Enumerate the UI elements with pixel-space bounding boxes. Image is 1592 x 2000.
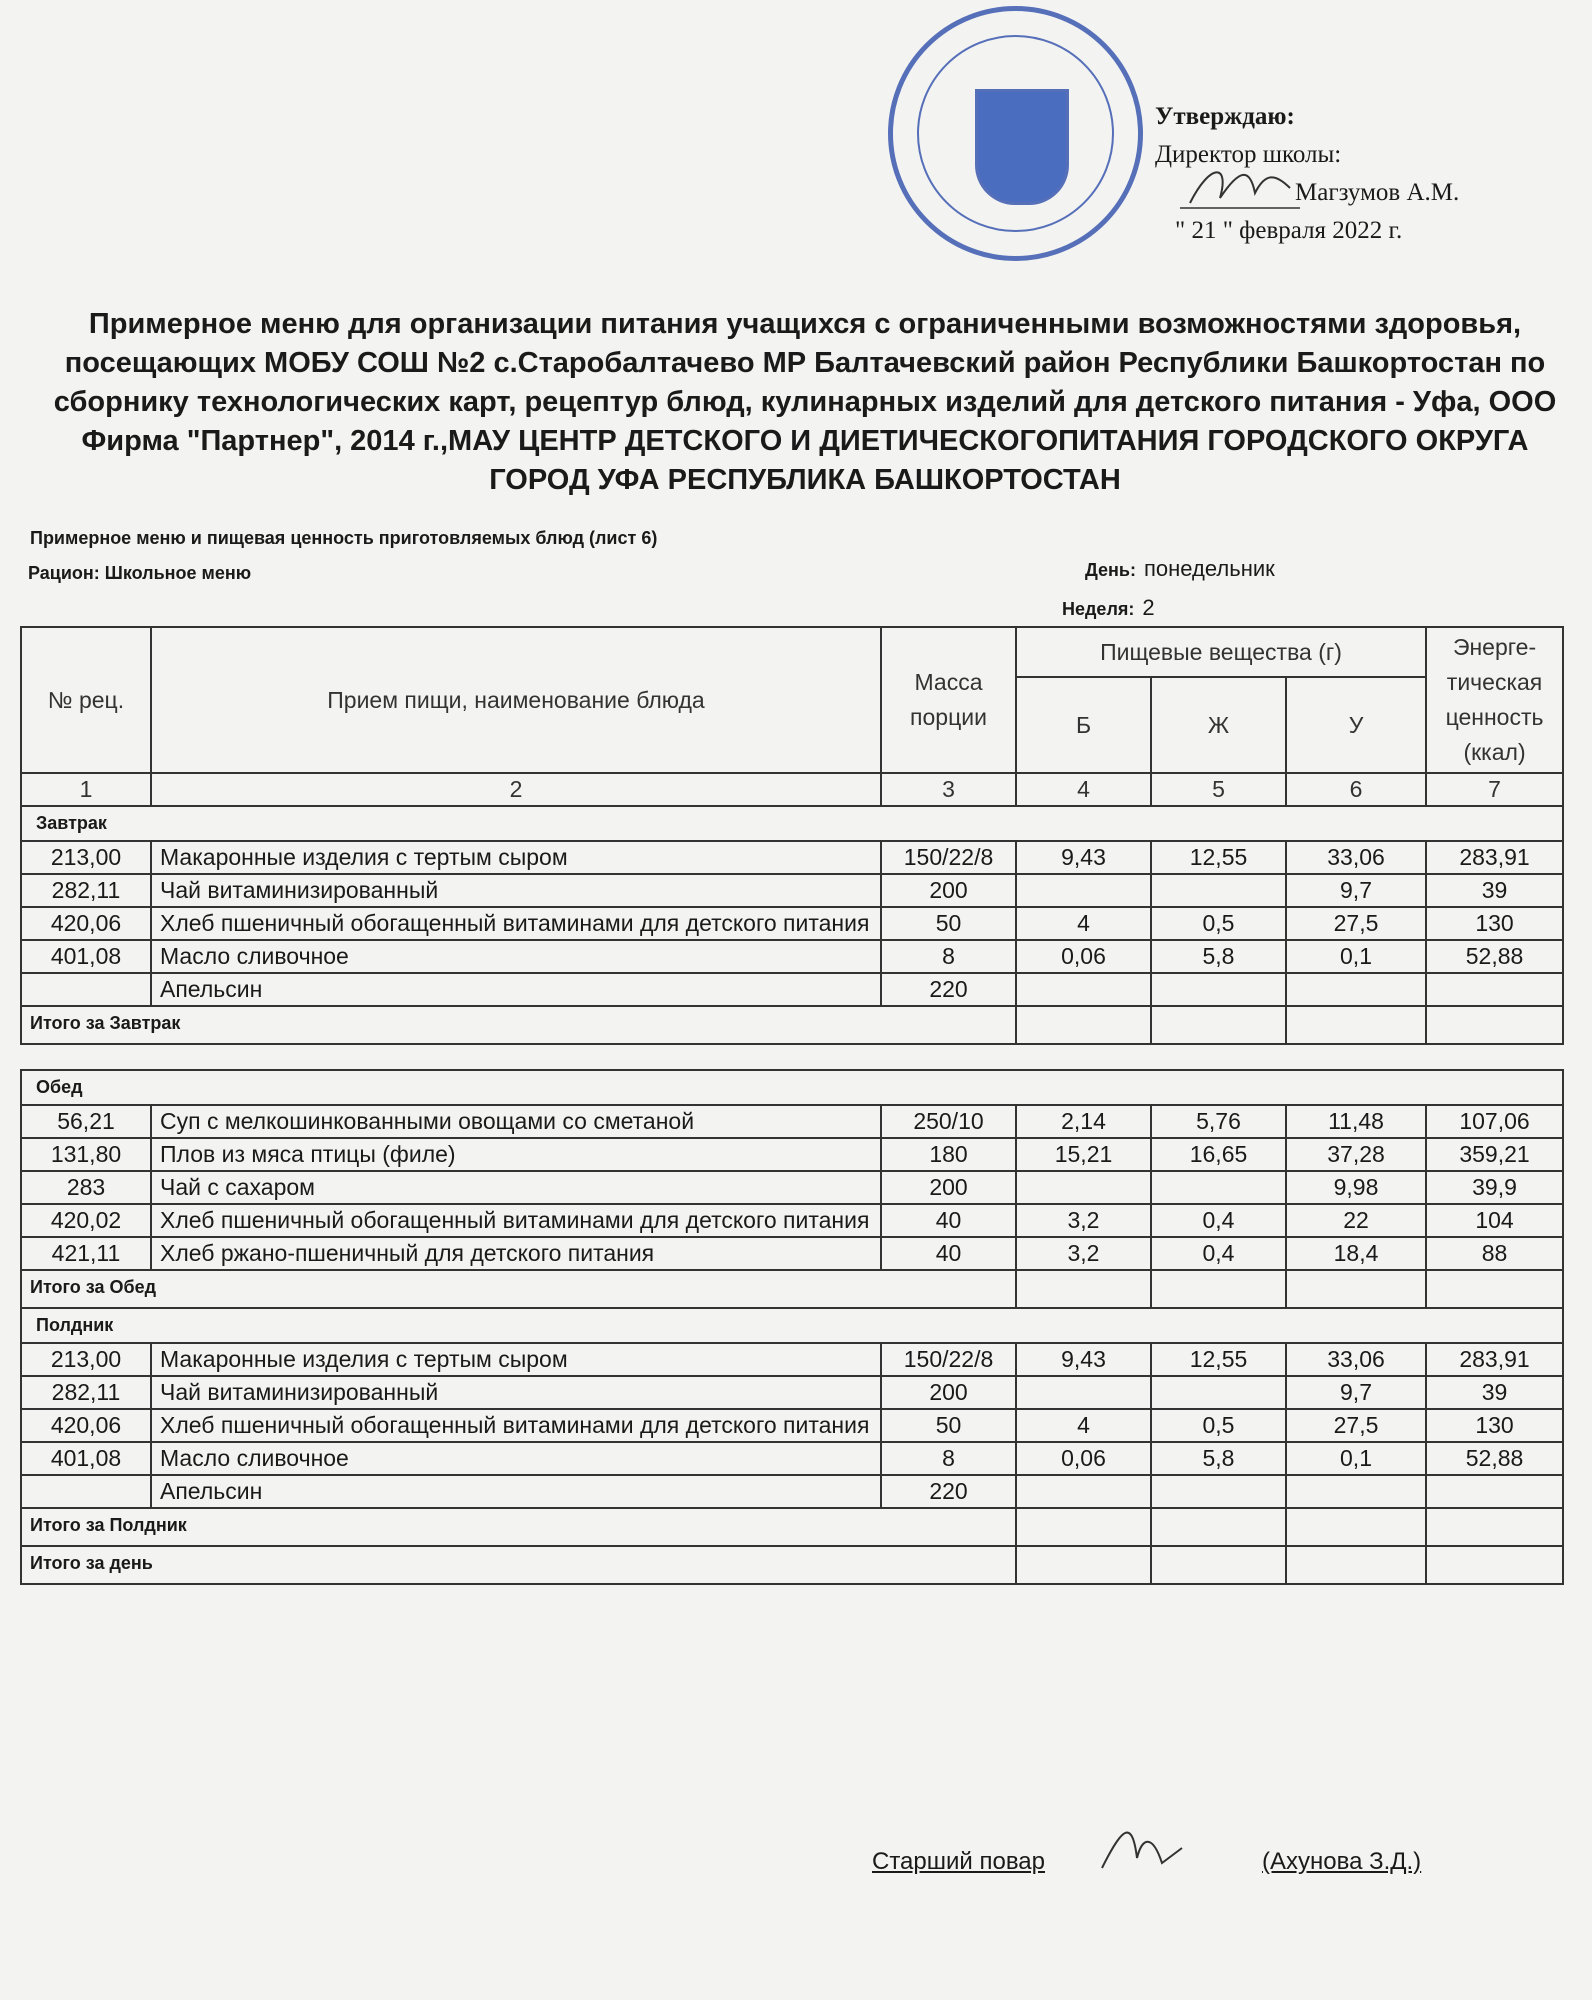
ration: Рацион: Школьное меню xyxy=(28,563,252,583)
cell-b: 0,06 xyxy=(1016,940,1151,973)
cell-zh: 0,4 xyxy=(1151,1204,1286,1237)
cell-rec: 401,08 xyxy=(21,940,151,973)
cell-dish: Макаронные изделия с тертым сыром xyxy=(151,1343,881,1376)
footer-name: (Ахунова З.Д.) xyxy=(1262,1848,1422,1875)
cell-rec xyxy=(21,1475,151,1508)
cell-mass: 40 xyxy=(881,1204,1016,1237)
cell-u: 22 xyxy=(1286,1204,1426,1237)
cell-rec: 282,11 xyxy=(21,1376,151,1409)
footer-signature-line xyxy=(872,1848,1422,1876)
section-row xyxy=(21,1070,1563,1105)
cell-dish: Макаронные изделия с тертым сыром xyxy=(151,841,881,874)
cell-zh: 5,8 xyxy=(1151,1442,1286,1475)
cell-dish: Хлеб пшеничный обогащенный витаминами для детского питания xyxy=(151,1204,881,1237)
official-stamp xyxy=(888,6,1143,261)
cell-b: 2,14 xyxy=(1016,1105,1151,1138)
coat-of-arms-emblem xyxy=(975,89,1069,205)
total-cell xyxy=(1286,1508,1426,1546)
cell-mass: 220 xyxy=(881,973,1016,1006)
cell-u: 0,1 xyxy=(1286,1442,1426,1475)
cell-b: 4 xyxy=(1016,1409,1151,1442)
cell-dish: Масло сливочное xyxy=(151,1442,881,1475)
header-b: Б xyxy=(1016,677,1151,773)
week-value: 2 xyxy=(1142,595,1155,620)
approval-position: Директор школы: xyxy=(1155,141,1342,168)
cell-kcal: 39,9 xyxy=(1426,1171,1563,1204)
cell-zh xyxy=(1151,1475,1286,1508)
total-row xyxy=(21,1270,1563,1308)
subtitle: Примерное меню и пищевая ценность приготовляемых блюд (лист 6) xyxy=(30,528,658,548)
cell-b: 0,06 xyxy=(1016,1442,1151,1475)
header-energy: Энерге-тическая ценность (ккал) xyxy=(1426,627,1563,773)
cell-dish: Хлеб пшеничный обогащенный витаминами для детского питания xyxy=(151,1409,881,1442)
cook-signature xyxy=(1092,1818,1192,1878)
cell-u: 27,5 xyxy=(1286,907,1426,940)
cell-b xyxy=(1016,1475,1151,1508)
cell-b: 3,2 xyxy=(1016,1204,1151,1237)
cell-kcal: 283,91 xyxy=(1426,1343,1563,1376)
cell-b: 9,43 xyxy=(1016,841,1151,874)
col-num: 7 xyxy=(1426,773,1563,806)
cell-u: 9,7 xyxy=(1286,1376,1426,1409)
cell-b: 15,21 xyxy=(1016,1138,1151,1171)
cell-mass: 150/22/8 xyxy=(881,1343,1016,1376)
day-total-row xyxy=(21,1546,1563,1584)
cell-dish: Масло сливочное xyxy=(151,940,881,973)
cell-u: 37,28 xyxy=(1286,1138,1426,1171)
cell-mass: 250/10 xyxy=(881,1105,1016,1138)
total-cell xyxy=(1016,1508,1151,1546)
director-signature xyxy=(1180,158,1300,218)
total-cell xyxy=(1426,1270,1563,1308)
cell-zh: 0,4 xyxy=(1151,1237,1286,1270)
table-row xyxy=(21,1409,1563,1442)
total-cell xyxy=(1016,1546,1151,1584)
total-cell xyxy=(1151,1270,1286,1308)
cell-mass: 180 xyxy=(881,1138,1016,1171)
cell-zh: 0,5 xyxy=(1151,907,1286,940)
col-num: 5 xyxy=(1151,773,1286,806)
table-row xyxy=(21,973,1563,1006)
cell-zh xyxy=(1151,973,1286,1006)
total-cell xyxy=(1151,1508,1286,1546)
table-row xyxy=(21,1171,1563,1204)
cell-zh: 16,65 xyxy=(1151,1138,1286,1171)
total-row xyxy=(21,1006,1563,1044)
cell-zh xyxy=(1151,1171,1286,1204)
cell-dish: Апельсин xyxy=(151,973,881,1006)
cell-kcal xyxy=(1426,973,1563,1006)
total-cell xyxy=(1286,1006,1426,1044)
cell-dish: Чай витаминизированный xyxy=(151,1376,881,1409)
day-label: День: xyxy=(1085,560,1136,580)
total-label: Итого за Завтрак xyxy=(21,1006,1016,1044)
cell-rec: 401,08 xyxy=(21,1442,151,1475)
cell-dish: Апельсин xyxy=(151,1475,881,1508)
cell-b: 9,43 xyxy=(1016,1343,1151,1376)
total-row xyxy=(21,1508,1563,1546)
header-zh: Ж xyxy=(1151,677,1286,773)
approval-name: Магзумов А.М. xyxy=(1295,179,1460,206)
total-cell xyxy=(1016,1270,1151,1308)
section-row xyxy=(21,1308,1563,1343)
total-label: Итого за Полдник xyxy=(21,1508,1016,1546)
cell-kcal: 52,88 xyxy=(1426,940,1563,973)
table-row xyxy=(21,907,1563,940)
section-name: Обед xyxy=(21,1070,1563,1105)
cell-rec: 213,00 xyxy=(21,1343,151,1376)
cell-u: 0,1 xyxy=(1286,940,1426,973)
cell-rec: 56,21 xyxy=(21,1105,151,1138)
section-name: Завтрак xyxy=(21,806,1563,841)
table-row xyxy=(21,940,1563,973)
day-field xyxy=(1085,556,1275,582)
menu-table xyxy=(20,626,1564,1585)
cell-u: 33,06 xyxy=(1286,1343,1426,1376)
document-title: Примерное меню для организации питания учащихся с ограниченными возможностями здоровья, посещающих МОБУ СОШ №2 с.Старобалтачево МР Балтачевский район Республики Башкортостан по сборнику технологических карт, рецептур блюд, кулинарных изделий для детского питания - Уфа, ООО Фирма "Партнер", 2014 г.,МАУ ЦЕНТР ДЕТСКОГО И ДИЕТИЧЕСКОГОПИТАНИЯ ГОРОДСКОГО ОКРУГА ГОРОД УФА РЕСПУБЛИКА БАШКОРТОСТАН xyxy=(53,308,1557,496)
day-value: понедельник xyxy=(1144,556,1275,581)
cell-dish: Хлеб пшеничный обогащенный витаминами для детского питания xyxy=(151,907,881,940)
cell-rec: 421,11 xyxy=(21,1237,151,1270)
total-cell xyxy=(1426,1006,1563,1044)
cell-kcal: 52,88 xyxy=(1426,1442,1563,1475)
table-row xyxy=(21,874,1563,907)
cell-dish: Чай витаминизированный xyxy=(151,874,881,907)
cell-kcal: 107,06 xyxy=(1426,1105,1563,1138)
col-num: 2 xyxy=(151,773,881,806)
cell-u xyxy=(1286,1475,1426,1508)
total-cell xyxy=(1426,1508,1563,1546)
gap-row xyxy=(21,1044,1563,1070)
cell-b xyxy=(1016,1171,1151,1204)
cell-mass: 8 xyxy=(881,1442,1016,1475)
header-meal: Прием пищи, наименование блюда xyxy=(151,627,881,773)
table-row xyxy=(21,841,1563,874)
approval-date: " 21 " февраля 2022 г. xyxy=(1175,217,1403,244)
total-cell xyxy=(1286,1546,1426,1584)
table-row xyxy=(21,1105,1563,1138)
cell-u: 9,7 xyxy=(1286,874,1426,907)
cell-u: 9,98 xyxy=(1286,1171,1426,1204)
header-rec: № рец. xyxy=(21,627,151,773)
cell-kcal xyxy=(1426,1475,1563,1508)
section-name: Полдник xyxy=(21,1308,1563,1343)
cell-mass: 200 xyxy=(881,1376,1016,1409)
cell-u: 33,06 xyxy=(1286,841,1426,874)
cell-u: 18,4 xyxy=(1286,1237,1426,1270)
gap-cell xyxy=(21,1044,1563,1070)
cell-rec: 131,80 xyxy=(21,1138,151,1171)
approval-heading: Утверждаю: xyxy=(1155,103,1295,130)
cell-mass: 40 xyxy=(881,1237,1016,1270)
week-field xyxy=(1062,595,1155,621)
cell-u: 11,48 xyxy=(1286,1105,1426,1138)
cell-rec: 282,11 xyxy=(21,874,151,907)
table-row xyxy=(21,1376,1563,1409)
header-nutrients: Пищевые вещества (г) xyxy=(1016,627,1426,677)
cell-dish: Хлеб ржано-пшеничный для детского питания xyxy=(151,1237,881,1270)
table-row xyxy=(21,1138,1563,1171)
cell-zh: 0,5 xyxy=(1151,1409,1286,1442)
cell-b xyxy=(1016,874,1151,907)
cell-kcal: 130 xyxy=(1426,1409,1563,1442)
day-total-label: Итого за день xyxy=(21,1546,1016,1584)
cell-rec: 213,00 xyxy=(21,841,151,874)
cell-b xyxy=(1016,1376,1151,1409)
cell-mass: 8 xyxy=(881,940,1016,973)
cell-rec: 420,06 xyxy=(21,907,151,940)
cell-mass: 200 xyxy=(881,1171,1016,1204)
cell-b: 4 xyxy=(1016,907,1151,940)
cell-rec: 420,06 xyxy=(21,1409,151,1442)
table-row xyxy=(21,1204,1563,1237)
total-cell xyxy=(1016,1006,1151,1044)
col-num: 4 xyxy=(1016,773,1151,806)
cell-b: 3,2 xyxy=(1016,1237,1151,1270)
total-label: Итого за Обед xyxy=(21,1270,1016,1308)
table-row xyxy=(21,1343,1563,1376)
table-row xyxy=(21,1475,1563,1508)
col-num: 3 xyxy=(881,773,1016,806)
cell-dish: Плов из мяса птицы (филе) xyxy=(151,1138,881,1171)
total-cell xyxy=(1151,1006,1286,1044)
cell-zh xyxy=(1151,874,1286,907)
total-cell xyxy=(1426,1546,1563,1584)
table-row xyxy=(21,1237,1563,1270)
cell-dish: Чай с сахаром xyxy=(151,1171,881,1204)
cell-b xyxy=(1016,973,1151,1006)
cell-rec: 283 xyxy=(21,1171,151,1204)
cell-u xyxy=(1286,973,1426,1006)
footer-role: Старший повар xyxy=(872,1848,1046,1875)
cell-zh: 12,55 xyxy=(1151,1343,1286,1376)
cell-rec: 420,02 xyxy=(21,1204,151,1237)
header-u: У xyxy=(1286,677,1426,773)
table-row xyxy=(21,1442,1563,1475)
col-num: 1 xyxy=(21,773,151,806)
cell-kcal: 39 xyxy=(1426,874,1563,907)
cell-kcal: 283,91 xyxy=(1426,841,1563,874)
cell-kcal: 88 xyxy=(1426,1237,1563,1270)
total-cell xyxy=(1151,1546,1286,1584)
cell-zh: 12,55 xyxy=(1151,841,1286,874)
cell-zh: 5,8 xyxy=(1151,940,1286,973)
cell-mass: 150/22/8 xyxy=(881,841,1016,874)
cell-mass: 50 xyxy=(881,1409,1016,1442)
cell-u: 27,5 xyxy=(1286,1409,1426,1442)
section-row xyxy=(21,806,1563,841)
cell-zh xyxy=(1151,1376,1286,1409)
cell-zh: 5,76 xyxy=(1151,1105,1286,1138)
cell-rec xyxy=(21,973,151,1006)
cell-kcal: 130 xyxy=(1426,907,1563,940)
cell-kcal: 359,21 xyxy=(1426,1138,1563,1171)
col-num: 6 xyxy=(1286,773,1426,806)
cell-kcal: 39 xyxy=(1426,1376,1563,1409)
cell-mass: 50 xyxy=(881,907,1016,940)
header-mass: Масса порции xyxy=(881,627,1016,773)
cell-dish: Суп с мелкошинкованными овощами со сметаной xyxy=(151,1105,881,1138)
week-label: Неделя: xyxy=(1062,599,1135,619)
cell-mass: 200 xyxy=(881,874,1016,907)
cell-mass: 220 xyxy=(881,1475,1016,1508)
cell-kcal: 104 xyxy=(1426,1204,1563,1237)
total-cell xyxy=(1286,1270,1426,1308)
